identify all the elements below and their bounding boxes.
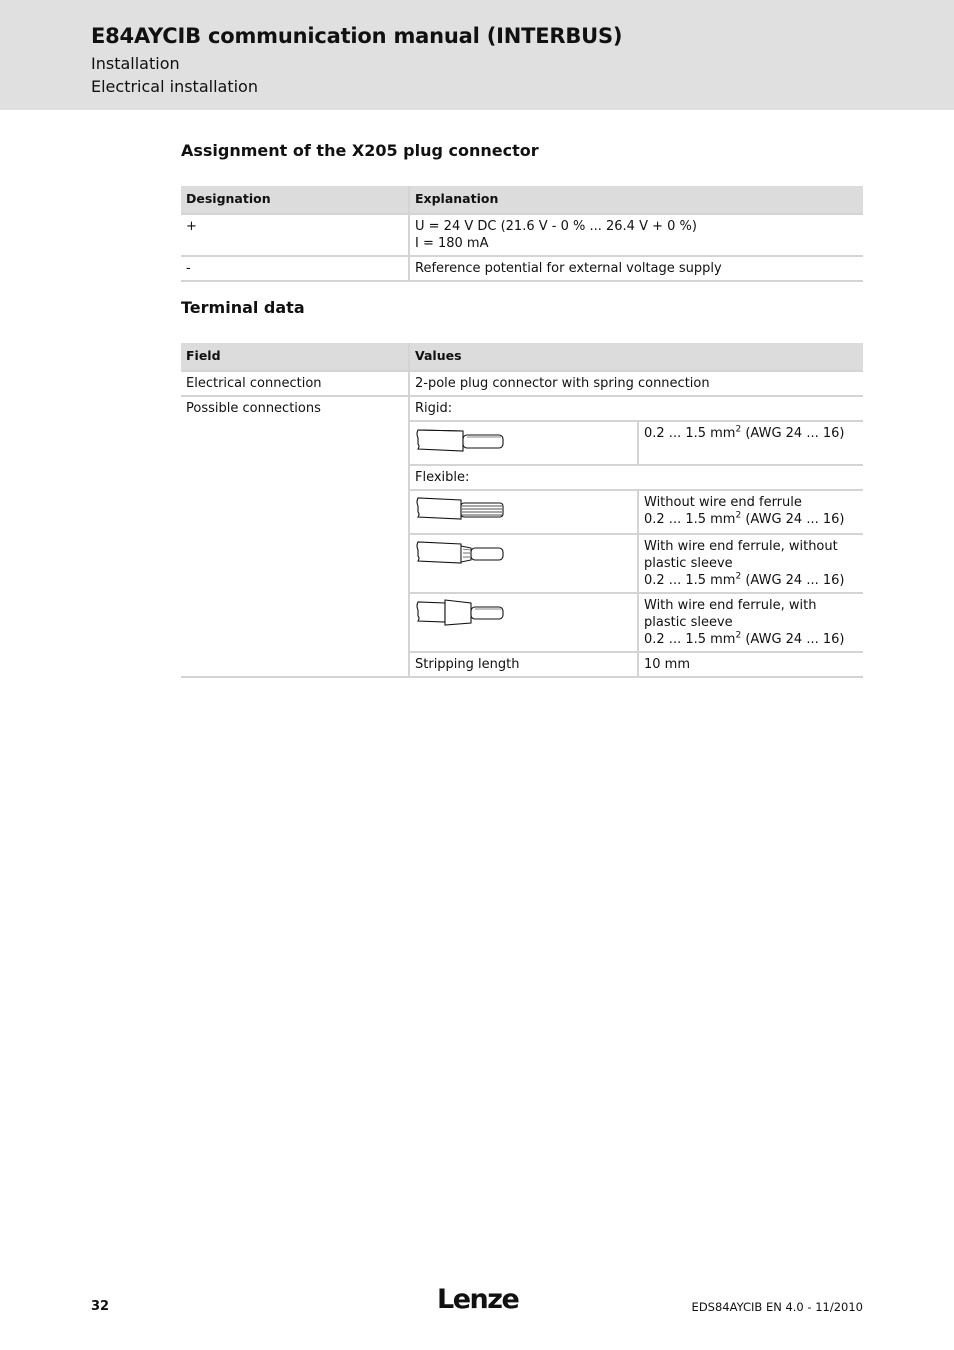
table-row	[181, 372, 863, 397]
section-heading-x205: Assignment of the X205 plug connector	[181, 141, 539, 160]
section-heading-terminal-data: Terminal data	[181, 298, 305, 317]
x205-assignment-table	[181, 186, 863, 282]
breadcrumb-chapter: Installation	[91, 54, 180, 73]
terminal-data-table	[181, 343, 863, 678]
field-cell: Possible connections	[181, 397, 410, 678]
document-title: E84AYCIB communication manual (INTERBUS)	[91, 24, 623, 48]
column-header-field: Field	[181, 343, 410, 372]
table-row	[181, 257, 863, 282]
field-cell: Electrical connection	[181, 372, 410, 397]
table-header-row	[181, 343, 863, 372]
column-header-values: Values	[410, 343, 863, 372]
explanation-cell: Reference potential for external voltage supply	[410, 257, 863, 282]
rigid-wire-icon	[410, 422, 639, 466]
stranded-wire-icon	[410, 491, 639, 535]
current-spec: I = 180 mA	[415, 236, 489, 251]
column-header-explanation: Explanation	[410, 186, 863, 215]
designation-cell: +	[181, 215, 410, 257]
value-cell: 2-pole plug connector with spring connection	[410, 372, 863, 397]
table-header-row	[181, 186, 863, 215]
flexible-label: Flexible:	[410, 466, 863, 491]
page-number: 32	[91, 1299, 110, 1314]
field-cell: Stripping length	[410, 653, 639, 678]
rigid-label: Rigid:	[410, 397, 863, 422]
table-row	[181, 397, 863, 422]
breadcrumb-section: Electrical installation	[91, 77, 258, 96]
page-header	[0, 0, 954, 110]
table-row	[181, 215, 863, 257]
flexible-option-ferrule-no-sleeve: With wire end ferrule, without plastic sleeve 0.2 ... 1.5 $mm^2$ (AWG 24 ... 16)	[639, 535, 863, 594]
flexible-option-no-ferrule: Without wire end ferrule 0.2 ... 1.5 $mm^2$ (AWG 24 ... 16)	[639, 491, 863, 535]
rigid-cross-section: 0.2 ... 1.5 $mm^2$ (AWG 24 ... 16)	[639, 422, 863, 466]
lenze-logo: Lenze	[437, 1284, 519, 1315]
ferrule-no-sleeve-icon	[410, 535, 639, 594]
value-cell: 10 mm	[639, 653, 863, 678]
explanation-cell	[410, 215, 863, 257]
column-header-designation: Designation	[181, 186, 410, 215]
ferrule-with-sleeve-icon	[410, 594, 639, 653]
flexible-option-ferrule-with-sleeve: With wire end ferrule, with plastic sleeve 0.2 ... 1.5 $mm^2$ (AWG 24 ... 16)	[639, 594, 863, 653]
document-reference: EDS84AYCIB EN 4.0 - 11/2010	[691, 1300, 863, 1314]
voltage-spec: U = 24 V DC (21.6 V - 0 % ... 26.4 V + 0 %)	[415, 219, 697, 234]
designation-cell: -	[181, 257, 410, 282]
